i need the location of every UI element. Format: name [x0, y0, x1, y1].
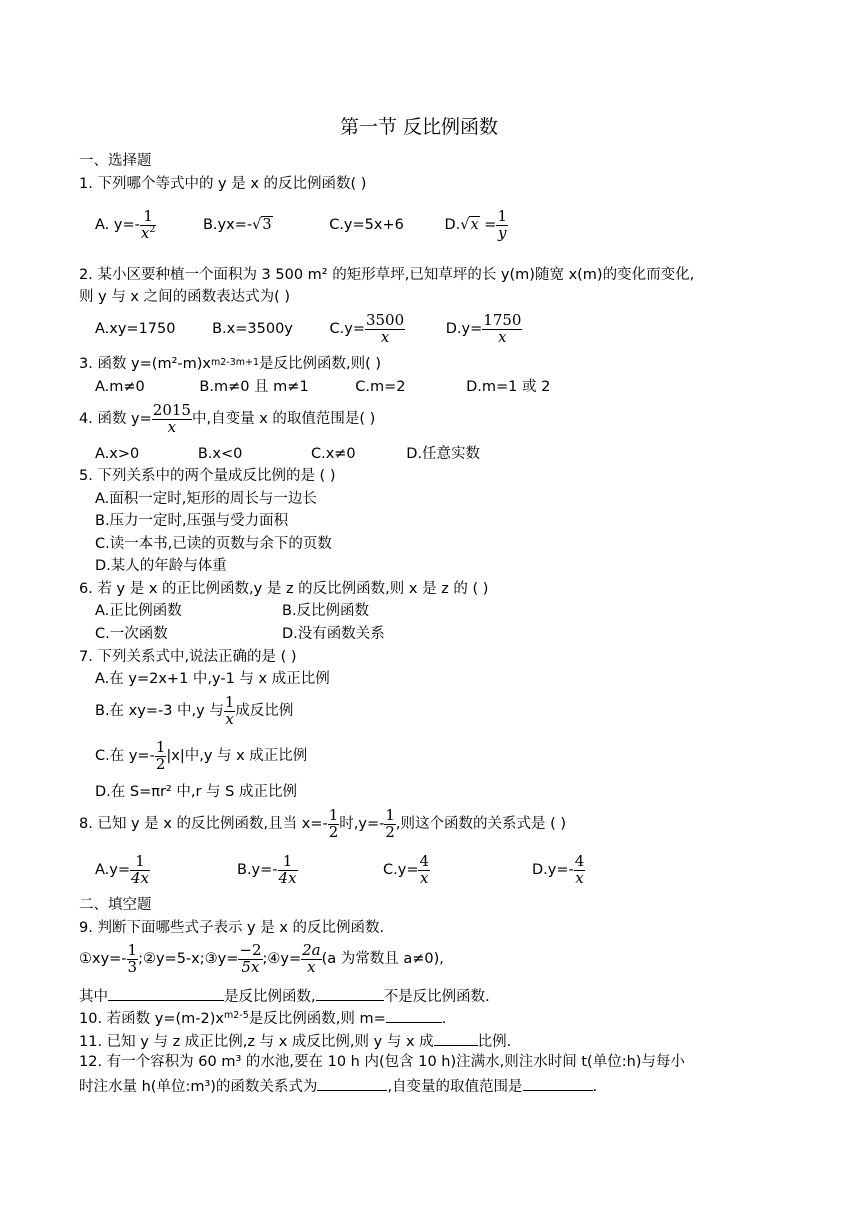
option-8c: C.y= $\frac{4}{x}$	[383, 851, 430, 887]
answer-blank-10[interactable]	[386, 1007, 442, 1023]
option-6d: D.没有函数关系	[282, 626, 385, 642]
option-4b: B.x<0	[197, 446, 243, 462]
page-title: 第一节 反比例函数	[340, 116, 499, 138]
question-12-line-2: 时注水量 h(单位:m³)的函数关系式为 ,自变量的取值范围是 .	[79, 1075, 597, 1097]
answer-blank-9a[interactable]	[108, 985, 224, 1001]
question-4-options	[95, 444, 480, 464]
answer-blank-12a[interactable]	[317, 1075, 387, 1091]
option-6c: C.一次函数	[95, 626, 168, 642]
answer-blank-12b[interactable]	[523, 1075, 593, 1091]
option-8b: B.y=- $\frac{1}{4x}$	[237, 851, 297, 887]
option-1d: D.√x = $\frac{1}{y}$	[444, 206, 507, 242]
question-12-line-1: 12. 有一个容积为 60 m³ 的水池,要在 10 h 内(包含 10 h)注满水,则注水时间 t(单位:h)与每小	[79, 1054, 685, 1070]
section-heading-choice: 一、选择题	[79, 153, 152, 169]
option-4a: A.x>0	[95, 446, 140, 462]
option-5d: D.某人的年龄与体重	[95, 558, 227, 574]
option-3a: A.m≠0	[95, 379, 145, 395]
option-2d: D.y= $\frac{1750}{x}$	[445, 310, 522, 346]
question-9-expressions: ①xy=- $\frac{1}{3}$ ;②y=5-x;③y= $\frac{-2}{5x}$ ;④y= $\frac{2a}{x}$ (a 为常数且 a≠0),	[79, 940, 444, 976]
question-2-options	[95, 310, 522, 348]
option-1c: C.y=5x+6	[329, 217, 404, 233]
option-5c: C.读一本书,已读的页数与余下的页数	[95, 536, 332, 552]
option-8a: A.y= $\frac{1}{4x}$	[95, 851, 150, 887]
question-3-stem: 3. 函数 $y=(m^2-m)x^{m2-3m+1}$是反比例函数,则( )	[79, 356, 382, 372]
option-5b: B.压力一定时,压强与受力面积	[95, 513, 289, 529]
option-1b: B.yx=-√3	[202, 217, 272, 233]
question-7-stem: 7. 下列关系式中,说法正确的是 ( )	[79, 649, 297, 665]
answer-blank-9b[interactable]	[316, 985, 384, 1001]
option-2b: B.x=3500y	[212, 321, 293, 337]
option-2c: C.y= $\frac{3500}{x}$	[329, 310, 405, 346]
option-3d: D.m=1 或 2	[466, 379, 551, 395]
question-8-stem: 8. 已知 y 是 x 的反比例函数,且当 x=- $\frac{1}{2}$ 时,y=- $\frac{1}{2}$ ,则这个函数的关系式是 ( )	[79, 805, 567, 841]
question-9-answer-line: 其中 是反比例函数, 不是反比例函数.	[79, 985, 490, 1007]
question-5-stem: 5. 下列关系中的两个量成反比例的是 ( )	[79, 468, 336, 484]
question-2-line-1: 2. 某小区要种植一个面积为 3 500 m² 的矩形草坪,已知草坪的长 y(m)随宽 x(m)的变化而变化,	[79, 267, 695, 283]
option-6b: B.反比例函数	[282, 603, 370, 619]
section-heading-fill: 二、填空题	[79, 897, 152, 913]
question-11: 11. 已知 y 与 z 成正比例,z 与 x 成反比例,则 y 与 x 成 比例.	[79, 1030, 511, 1052]
option-7d: D.在 S=πr² 中,r 与 S 成正比例	[95, 784, 297, 800]
option-4c: C.x≠0	[310, 446, 356, 462]
option-2a: A.xy=1750	[95, 321, 176, 337]
option-8d: D.y=- $\frac{4}{x}$	[532, 851, 585, 887]
option-4d: D.任意实数	[406, 446, 481, 462]
question-6-stem: 6. 若 y 是 x 的正比例函数,y 是 z 的反比例函数,则 x 是 z 的 ( )	[79, 581, 489, 597]
question-3-options	[95, 377, 550, 397]
question-9-stem: 9. 判断下面哪些式子表示 y 是 x 的反比例函数.	[79, 920, 385, 936]
option-7b: B.在 xy=-3 中,y 与 $\frac{1}{x}$ 成反比例	[95, 692, 294, 728]
option-7a: A.在 y=2x+1 中,y-1 与 x 成正比例	[95, 671, 330, 687]
question-10: 10. 若函数 $y=(m-2)x^{m2-5}$是反比例函数,则 m= .	[79, 1007, 446, 1029]
option-1a: A. y=- $\frac{1}{x^2}$	[95, 206, 156, 242]
question-1-options	[95, 206, 508, 244]
question-4-stem: 4. 函数 y= $\frac{2015}{x}$ 中,自变量 x 的取值范围是( )	[79, 400, 376, 436]
question-2-line-2: 则 y 与 x 之间的函数表达式为( )	[79, 289, 291, 305]
option-7c: C.在 y=- $\frac{1}{2}$ |x|中,y 与 x 成正比例	[95, 737, 308, 773]
option-6a: A.正比例函数	[95, 603, 182, 619]
answer-blank-11[interactable]	[434, 1030, 478, 1046]
option-3c: C.m=2	[355, 379, 406, 395]
option-3b: B.m≠0 且 m≠1	[199, 379, 309, 395]
question-1-stem: 1. 下列哪个等式中的 y 是 x 的反比例函数( )	[79, 176, 367, 192]
option-5a: A.面积一定时,矩形的周长与一边长	[95, 491, 317, 507]
